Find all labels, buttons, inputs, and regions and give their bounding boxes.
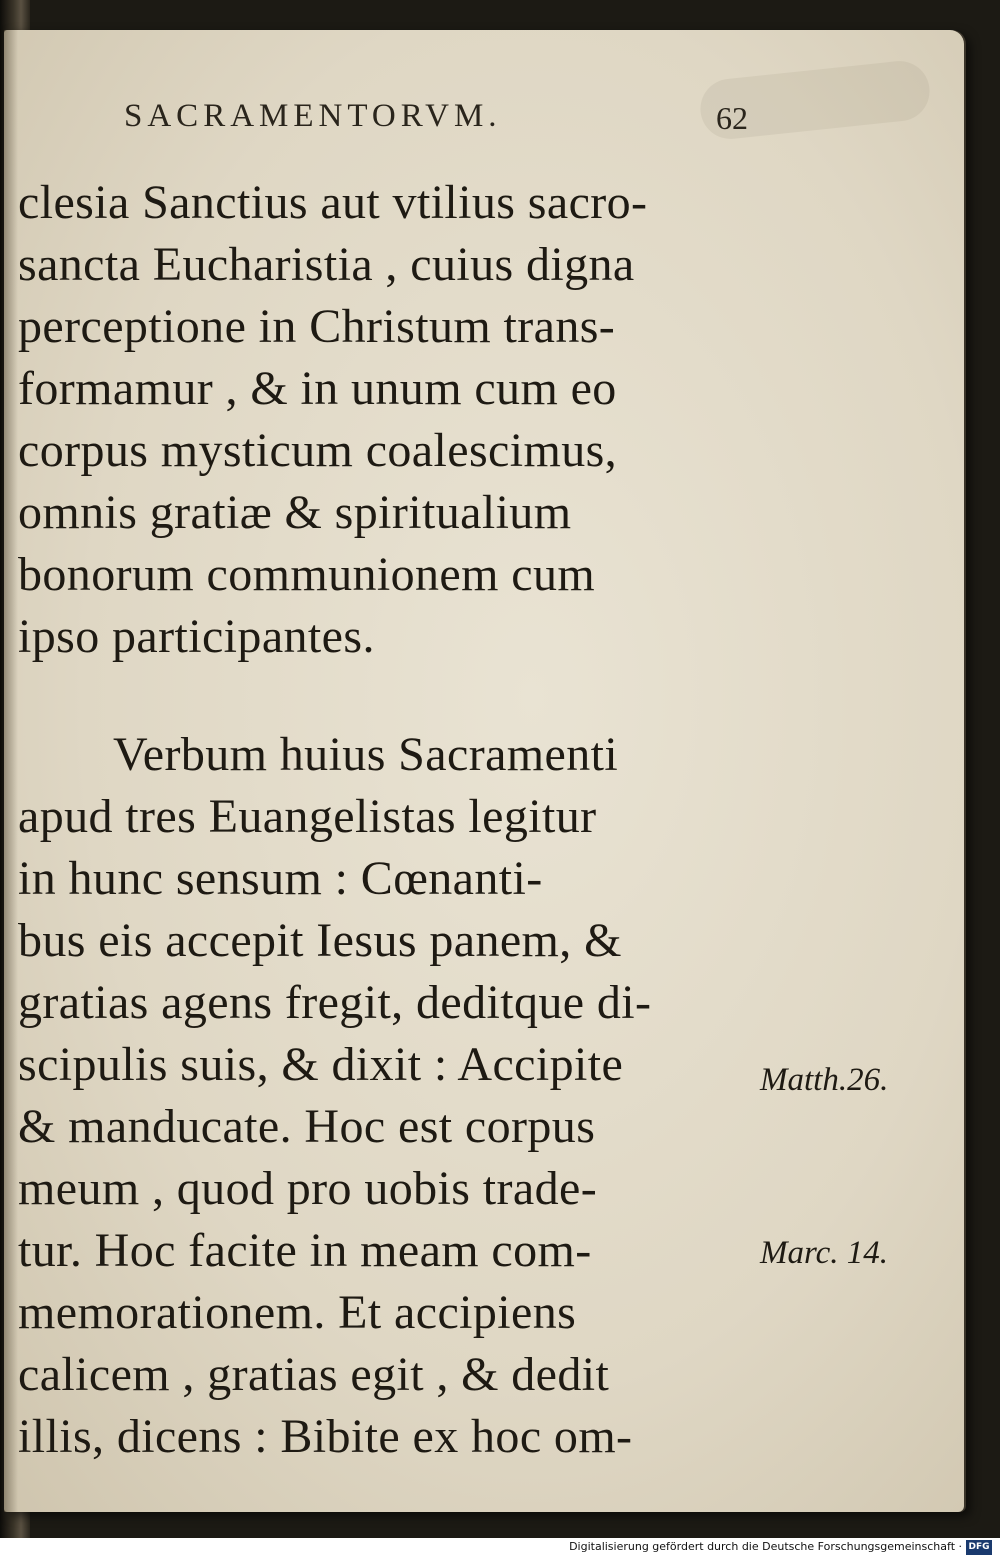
page-gutter-shadow: [4, 30, 18, 1512]
text-line: gratias agens fregit, deditque di-: [18, 976, 652, 1029]
main-text: [18, 172, 758, 1468]
text-line: ipso participantes.: [18, 610, 375, 663]
text-line: bus eis accepit Iesus panem, &: [18, 914, 622, 967]
page-number: 62: [716, 100, 748, 136]
text-line: illis, dicens : Bibite ex hoc om-: [18, 1410, 633, 1463]
text-line: omnis gratiæ & spiritualium: [18, 486, 572, 539]
paragraph-2: [18, 724, 758, 1468]
margin-note-matthew: Matth.26.: [760, 1062, 889, 1098]
text-line: memorationem. Et accipiens: [18, 1286, 577, 1339]
funding-credit: Digitalisierung gefördert durch die Deutsche Forschungsgemeinschaft ·: [569, 1540, 962, 1553]
text-line: sancta Eucharistia , cuius digna: [18, 238, 635, 291]
running-header: [124, 98, 764, 144]
text-line: meum , quod pro uobis trade-: [18, 1162, 598, 1215]
text-line: calicem , gratias egit , & dedit: [18, 1348, 610, 1401]
text-line: apud tres Euangelistas legitur: [18, 790, 597, 843]
text-line: clesia Sanctius aut vtilius sacro-: [18, 176, 648, 229]
running-title: SACRAMENTORVM.: [124, 98, 502, 134]
dfg-logo: DFG: [966, 1540, 992, 1555]
text-line: formamur , & in unum cum eo: [18, 362, 617, 415]
text-line: perceptione in Christum trans-: [18, 300, 616, 353]
text-line: scipulis suis, & dixit : Accipite: [18, 1038, 624, 1091]
text-line: Verbum huius Sacramenti: [113, 728, 619, 781]
text-line: in hunc sensum : Cœnanti-: [18, 852, 543, 905]
text-line: bonorum communionem cum: [18, 548, 596, 601]
text-line: corpus mysticum coalescimus,: [18, 424, 618, 477]
paragraph-gap: [18, 668, 758, 724]
margin-note-mark: Marc. 14.: [760, 1235, 889, 1271]
text-line: tur. Hoc facite in meam com-: [18, 1224, 592, 1277]
text-line: & manducate. Hoc est corpus: [18, 1100, 596, 1153]
paragraph-1: [18, 172, 758, 668]
